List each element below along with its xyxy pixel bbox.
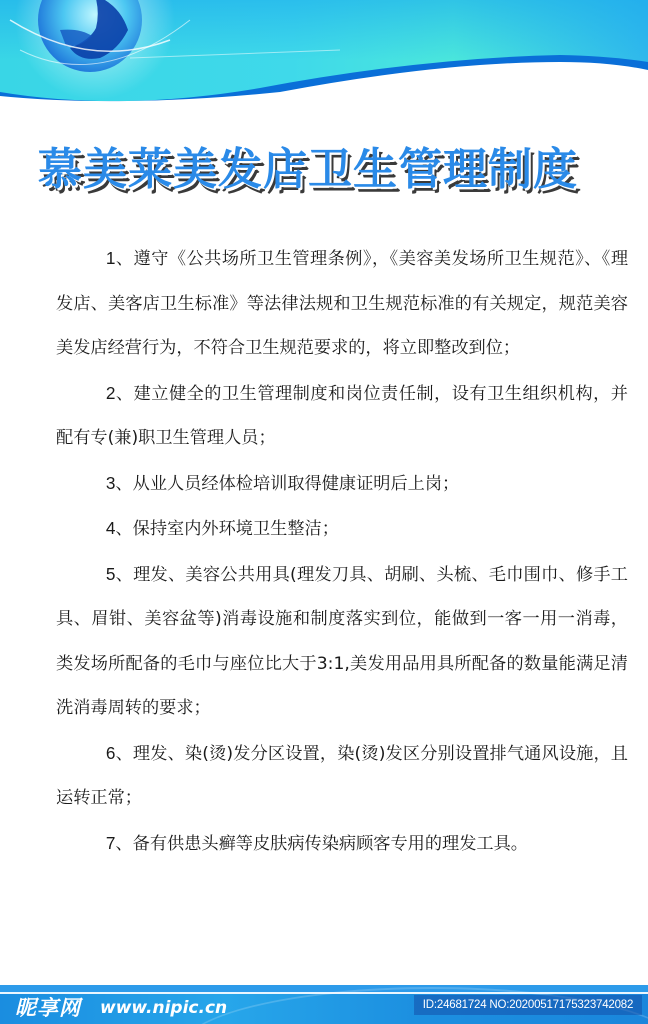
rule-item <box>56 552 628 731</box>
rule-number: 1、 <box>105 248 134 268</box>
rule-number: 6、 <box>105 742 133 763</box>
rule-number: 5、 <box>105 563 134 584</box>
rule-text: 理发、美容公共用具(理发刀具、胡刷、头梳、毛巾围巾、修手工具、眉钳、美容盆等)消毒设施和制度落实到位，能做到一客一用一消毒，类发场所配备的毛巾与座位比大于3:1,美发用品用具所配备的数量能满足清洗消毒周转的要求； <box>56 564 628 718</box>
image-id-badge: ID:24681724 NO:20200517175323742082 <box>414 995 642 1015</box>
rule-number: 2、 <box>105 382 134 403</box>
rule-text: 保持室内外环境卫生整洁； <box>132 519 339 539</box>
page-title: 慕美莱美发店卫生管理制度 <box>38 144 578 195</box>
rule-item <box>56 731 628 821</box>
globe-banner-graphic <box>0 0 648 110</box>
rule-item <box>56 821 628 867</box>
rules-list <box>56 236 628 866</box>
rule-item <box>56 371 628 461</box>
rule-item <box>56 236 628 371</box>
rule-text: 遵守《公共场所卫生管理条例》，《美容美发场所卫生规范》、《理发店、美客店卫生标准》等法律法规和卫生规范标准的有关规定，规范美容美发店经营行为，不符合卫生规范要求的，将立即整改到位； <box>56 249 629 358</box>
rule-text: 从业人员经体检培训取得健康证明后上岗； <box>132 473 460 494</box>
rule-number: 4、 <box>105 518 133 538</box>
rule-text: 理发、染(烫)发分区设置，染(烫)发区分别设置排气通风设施，且运转正常； <box>56 743 628 808</box>
rule-number: 7、 <box>105 832 133 853</box>
site-url-link[interactable]: www.nipic.cn <box>100 998 228 1018</box>
header-banner <box>0 0 648 110</box>
site-logo: 昵享网 <box>15 996 81 1020</box>
rule-text: 备有供患头癣等皮肤病传染病顾客专用的理发工具。 <box>132 833 528 854</box>
rule-item <box>56 506 628 552</box>
rule-number: 3、 <box>105 472 133 493</box>
rule-text: 建立健全的卫生管理制度和岗位责任制，设有卫生组织机构，并配有专(兼)职卫生管理人员； <box>56 383 628 448</box>
footer-divider <box>0 985 648 992</box>
rule-item <box>56 461 628 507</box>
watermark-footer <box>0 985 648 1024</box>
